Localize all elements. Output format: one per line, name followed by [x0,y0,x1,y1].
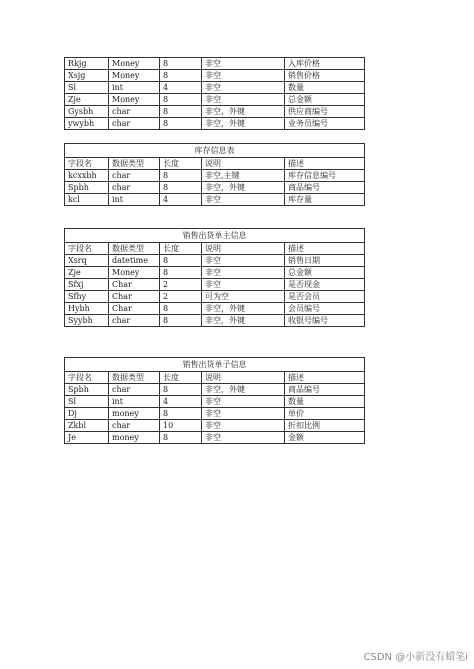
table-cell: 是否会员 [285,291,365,303]
table-cell: 非空，外键 [202,106,285,118]
table-cell: 描述 [285,243,365,255]
table-cell: Spbh [65,384,109,396]
table-cell: int [109,82,160,94]
table-title: 库存信息表 [65,144,365,158]
table-cell: 8 [160,384,202,396]
table-fields-continued [64,57,365,130]
table-cell: 总金额 [285,267,365,279]
table-row [65,194,365,206]
table-cell: 非空 [202,420,285,432]
table-cell: 可为空 [202,291,285,303]
table-title: 销售出货单主信息 [65,229,365,243]
table-cell: Money [109,58,160,70]
table-inventory-info [64,143,365,206]
table-cell: 说明 [202,372,285,384]
table-cell: 非空，外键 [202,384,285,396]
table-cell: 10 [160,420,202,432]
table-row [65,182,365,194]
table-cell: kcl [65,194,109,206]
table-cell: 字段名 [65,372,109,384]
table-cell: int [109,194,160,206]
table-cell: money [109,432,160,444]
table-cell: 数据类型 [109,243,160,255]
table-cell: 销售价格 [285,70,365,82]
table-cell: Hybh [65,303,109,315]
table-cell: char [109,170,160,182]
table-cell: 销售日期 [285,255,365,267]
table-cell: 数据类型 [109,372,160,384]
table-cell: 非空 [202,396,285,408]
table-cell: 8 [160,408,202,420]
table-cell: char [109,420,160,432]
table-cell: 8 [160,255,202,267]
table-cell: char [109,118,160,130]
table-cell: int [109,396,160,408]
table-row [65,58,365,70]
table-row [65,106,365,118]
table-cell: 8 [160,58,202,70]
table-cell: 8 [160,106,202,118]
table-cell: ywybh [65,118,109,130]
table-cell: 8 [160,70,202,82]
csdn-watermark: CSDN @小新没有蜡笔i [363,652,468,663]
table-row [65,94,365,106]
table-title: 销售出货单子信息 [65,358,365,372]
table-cell: char [109,315,160,327]
table-body [65,58,365,130]
table-cell: 说明 [202,243,285,255]
table-body [65,243,365,327]
table-cell: 8 [160,303,202,315]
table-cell: 商品编号 [285,182,365,194]
table-cell: 折扣比例 [285,420,365,432]
table-cell: char [109,106,160,118]
table-cell: 非空 [202,94,285,106]
table-cell: 数据类型 [109,158,160,170]
table-cell: Xsjg [65,70,109,82]
table-row [65,170,365,182]
table-cell: 非空，外键 [202,182,285,194]
table-cell: Xsrq [65,255,109,267]
table-row [65,70,365,82]
table-cell: 数量 [285,82,365,94]
table-cell: 商品编号 [285,384,365,396]
table-cell: 非空 [202,70,285,82]
table-cell: 非空，外键 [202,303,285,315]
table-cell: Char [109,303,160,315]
table-cell: 8 [160,94,202,106]
table-cell: 入库价格 [285,58,365,70]
table-row [65,432,365,444]
table-row [65,279,365,291]
table-cell: Money [109,94,160,106]
table-cell: 会员编号 [285,303,365,315]
table-cell: Sl [65,396,109,408]
table-cell: 4 [160,82,202,94]
table-cell: 非空，外键 [202,118,285,130]
table-cell: 8 [160,315,202,327]
table-cell: 字段名 [65,243,109,255]
table-cell: 描述 [285,158,365,170]
table-row [65,315,365,327]
table-cell: char [109,182,160,194]
table-cell: datetime [109,255,160,267]
table-cell: Zje [65,267,109,279]
table-cell: 非空 [202,58,285,70]
table-cell: Zje [65,94,109,106]
table-cell: 8 [160,170,202,182]
table-row [65,408,365,420]
table-header-row [65,243,365,255]
table-cell: 长度 [160,243,202,255]
table-cell: 8 [160,267,202,279]
table-cell: 非空 [202,267,285,279]
table-cell: 单价 [285,408,365,420]
table-cell: 非空,主键 [202,170,285,182]
table-cell: Sl [65,82,109,94]
table-row [65,291,365,303]
table-cell: Money [109,267,160,279]
table-row [65,303,365,315]
table-cell: 库存信息编号 [285,170,365,182]
table-cell: 非空 [202,255,285,267]
table-cell: Sfxj [65,279,109,291]
table-cell: 字段名 [65,158,109,170]
table-cell: 长度 [160,158,202,170]
table-cell: 长度 [160,372,202,384]
table-cell: 描述 [285,372,365,384]
table-row [65,420,365,432]
table-cell: Money [109,70,160,82]
table-cell: Syybh [65,315,109,327]
table-sales-order-detail [64,357,365,444]
table-cell: 非空 [202,432,285,444]
table-cell: 2 [160,279,202,291]
table-cell: money [109,408,160,420]
table-cell: Gysbh [65,106,109,118]
table-cell: Dj [65,408,109,420]
table-cell: 库存量 [285,194,365,206]
table-cell: 收银号编号 [285,315,365,327]
table-body [65,372,365,444]
table-cell: Zkbl [65,420,109,432]
table-row [65,267,365,279]
table-cell: 8 [160,118,202,130]
table-cell: 非空，外键 [202,315,285,327]
table-cell: Je [65,432,109,444]
table-cell: 非空 [202,279,285,291]
table-cell: 是否现金 [285,279,365,291]
table-cell: 8 [160,432,202,444]
table-row [65,396,365,408]
table-cell: Char [109,279,160,291]
table-cell: 8 [160,182,202,194]
table-cell: 金额 [285,432,365,444]
table-cell: Char [109,291,160,303]
table-cell: 非空 [202,408,285,420]
table-sales-order-master [64,228,365,327]
table-cell: 非空 [202,82,285,94]
table-row [65,118,365,130]
table-cell: 2 [160,291,202,303]
table-cell: 总金额 [285,94,365,106]
table-cell: 业务员编号 [285,118,365,130]
table-body [65,158,365,206]
table-cell: Spbh [65,182,109,194]
table-cell: 数量 [285,396,365,408]
table-row [65,82,365,94]
table-header-row [65,372,365,384]
table-cell: 4 [160,396,202,408]
table-cell: kcxxbh [65,170,109,182]
table-cell: Sfhy [65,291,109,303]
table-header-row [65,158,365,170]
table-cell: 4 [160,194,202,206]
table-cell: 说明 [202,158,285,170]
table-cell: Rkjg [65,58,109,70]
table-row [65,255,365,267]
table-cell: char [109,384,160,396]
table-cell: 供应商编号 [285,106,365,118]
table-row [65,384,365,396]
table-cell: 非空 [202,194,285,206]
